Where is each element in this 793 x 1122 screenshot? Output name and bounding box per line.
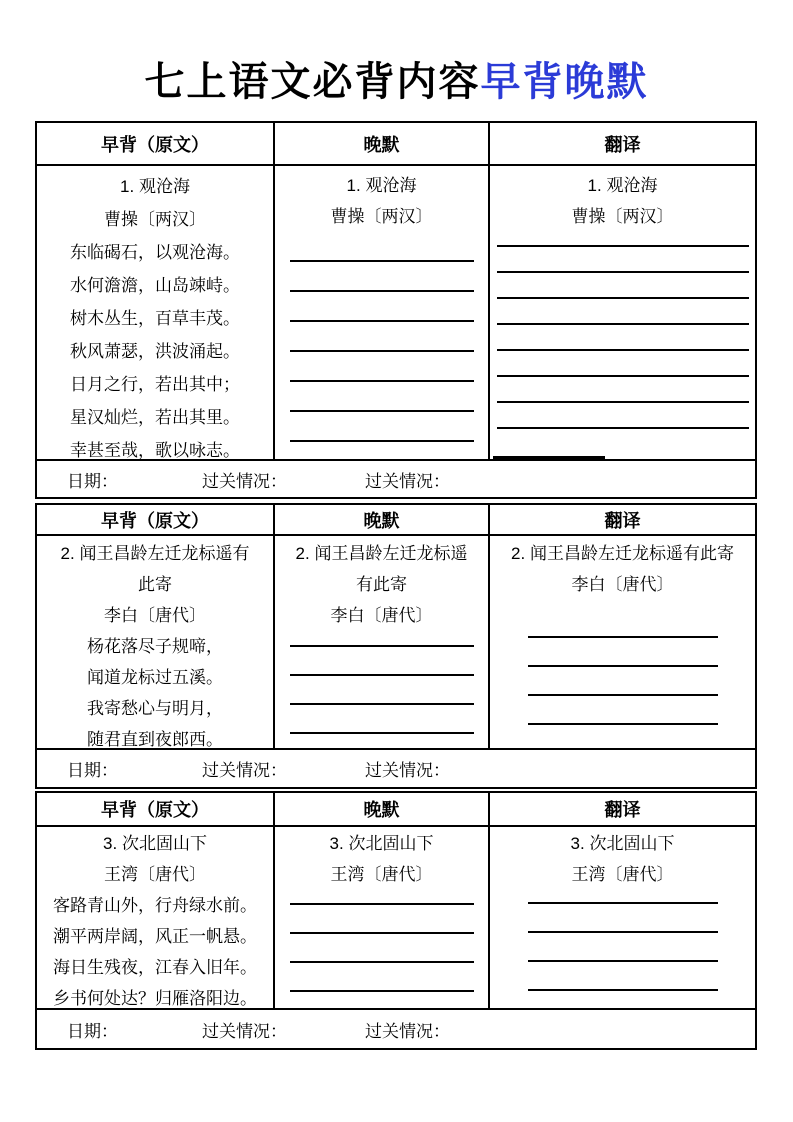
blank-line xyxy=(497,351,749,377)
date-label: 日期： xyxy=(67,761,118,780)
blank-lines xyxy=(490,232,755,429)
blank-line xyxy=(290,676,474,705)
recite-cell xyxy=(37,536,273,748)
poem-title: 2. 闻王昌龄左迁龙标遥有此寄 xyxy=(511,544,734,563)
blank-lines xyxy=(490,600,755,725)
page-title-black: 七上语文必背内容 xyxy=(144,59,481,104)
blank-line xyxy=(290,382,474,412)
blank-line xyxy=(290,647,474,676)
blank-line xyxy=(290,631,474,647)
blank-lines xyxy=(275,232,488,442)
blank-line xyxy=(497,325,749,351)
poem-title: 3. 次北固山下 xyxy=(103,834,207,853)
poem-author: 王湾〔唐代〕 xyxy=(571,865,674,884)
poem-author: 曹操〔两汉〕 xyxy=(104,210,206,229)
poem-title: 1. 观沧海 xyxy=(120,177,190,196)
poem-line: 幸甚至哉，歌以咏志。 xyxy=(70,441,240,459)
dictation-cell xyxy=(273,536,488,748)
pass-status-label-2: 过关情况： xyxy=(365,1021,450,1041)
date-label: 日期： xyxy=(67,1021,118,1041)
dictation-cell xyxy=(273,827,488,1008)
blank-line xyxy=(290,352,474,382)
blank-line xyxy=(528,667,718,696)
poem-line: 杨花落尽子规啼， xyxy=(87,637,223,656)
recite-cell xyxy=(37,166,273,459)
header-recite: 早背（原文） xyxy=(101,134,209,155)
blank-line xyxy=(528,933,718,962)
blank-line xyxy=(528,638,718,667)
translation-cell xyxy=(488,166,755,459)
poem-title: 1. 观沧海 xyxy=(587,176,658,195)
page-title-blue: 早背晚默 xyxy=(480,59,649,104)
header-dictation: 晚默 xyxy=(273,793,488,825)
date-label: 日期： xyxy=(67,471,118,491)
header-dictation: 晚默 xyxy=(273,505,488,534)
blank-line xyxy=(497,299,749,325)
table-3-header-row xyxy=(37,793,755,825)
table-1-footer-row xyxy=(37,461,755,497)
poem-author: 王湾〔唐代〕 xyxy=(104,865,206,884)
blank-line xyxy=(497,273,749,299)
poem-title: 此寄 xyxy=(138,575,172,594)
pass-status-label-2: 过关情况： xyxy=(365,761,450,780)
poem-line: 秋风萧瑟，洪波涌起。 xyxy=(70,342,240,361)
poem-author: 李白〔唐代〕 xyxy=(104,606,206,625)
blank-lines xyxy=(275,631,488,734)
worksheet-table-3 xyxy=(35,791,757,1050)
worksheet-table-1 xyxy=(35,121,757,499)
table-2-header-row xyxy=(37,505,755,534)
poem-line: 日月之行，若出其中； xyxy=(70,375,240,394)
poem-author: 曹操〔两汉〕 xyxy=(330,207,433,226)
header-translation: 翻译 xyxy=(488,793,755,825)
blank-line xyxy=(497,377,749,403)
poem-line: 潮平两岸阔，风正一帆悬。 xyxy=(53,927,257,946)
pass-status-label-2: 过关情况： xyxy=(365,471,450,491)
blank-line xyxy=(528,696,718,725)
poem-line: 随君直到夜郎西。 xyxy=(87,730,223,748)
table-1-header-row xyxy=(37,123,755,164)
blank-line xyxy=(528,600,718,638)
table-2-footer-row xyxy=(37,750,755,787)
page-title xyxy=(0,56,793,108)
blank-line xyxy=(290,705,474,734)
header-recite: 早背（原文） xyxy=(101,510,209,531)
poem-author: 李白〔唐代〕 xyxy=(330,606,433,625)
worksheet-table-2 xyxy=(35,503,757,789)
blank-line xyxy=(290,905,474,934)
poem-author: 王湾〔唐代〕 xyxy=(330,865,433,884)
table-3-footer-row xyxy=(37,1010,755,1048)
blank-lines xyxy=(490,890,755,991)
poem-title: 有此寄 xyxy=(356,575,407,594)
blank-line xyxy=(528,904,718,933)
translation-cell xyxy=(488,536,755,748)
header-translation: 翻译 xyxy=(488,505,755,534)
header-translation: 翻译 xyxy=(488,123,755,164)
blank-line xyxy=(528,962,718,991)
blank-line xyxy=(493,452,605,459)
dictation-cell xyxy=(273,166,488,459)
poem-title: 1. 观沧海 xyxy=(346,176,417,195)
table-2-content-row xyxy=(37,534,755,750)
poem-title: 2. 闻王昌龄左迁龙标遥 xyxy=(295,544,468,563)
blank-line xyxy=(290,292,474,322)
poem-author: 李白〔唐代〕 xyxy=(571,575,674,594)
pass-status-label-1: 过关情况： xyxy=(202,761,287,780)
partial-blank-line xyxy=(490,452,755,459)
poem-line: 乡书何处达？归雁洛阳边。 xyxy=(53,989,257,1008)
poem-line: 海日生残夜，江春入旧年。 xyxy=(53,958,257,977)
poem-title: 3. 次北固山下 xyxy=(570,834,675,853)
blank-line xyxy=(290,262,474,292)
blank-line xyxy=(290,232,474,262)
poem-line: 水何澹澹，山岛竦峙。 xyxy=(70,276,240,295)
blank-line xyxy=(290,412,474,442)
blank-line xyxy=(497,247,749,273)
header-recite: 早背（原文） xyxy=(101,800,209,820)
blank-line xyxy=(290,322,474,352)
translation-cell xyxy=(488,827,755,1008)
pass-status-label-1: 过关情况： xyxy=(202,1021,287,1041)
table-3-content-row xyxy=(37,825,755,1010)
blank-line xyxy=(497,232,749,247)
blank-line xyxy=(290,934,474,963)
recite-cell xyxy=(37,827,273,1008)
poem-line: 我寄愁心与明月， xyxy=(87,699,223,718)
blank-line xyxy=(497,403,749,429)
poem-line: 树木丛生，百草丰茂。 xyxy=(70,309,240,328)
table-1-content-row xyxy=(37,164,755,461)
poem-line: 闻道龙标过五溪。 xyxy=(87,668,223,687)
blank-line xyxy=(528,890,718,904)
blank-line xyxy=(290,890,474,905)
poem-title: 2. 闻王昌龄左迁龙标遥有 xyxy=(60,544,250,563)
blank-lines xyxy=(275,890,488,992)
poem-title: 3. 次北固山下 xyxy=(329,834,434,853)
poem-line: 东临碣石，以观沧海。 xyxy=(70,243,240,262)
poem-author: 曹操〔两汉〕 xyxy=(571,207,674,226)
poem-line: 客路青山外，行舟绿水前。 xyxy=(53,896,257,915)
header-dictation: 晚默 xyxy=(273,123,488,164)
pass-status-label-1: 过关情况： xyxy=(202,471,287,491)
poem-line: 星汉灿烂，若出其里。 xyxy=(70,408,240,427)
blank-line xyxy=(290,963,474,992)
